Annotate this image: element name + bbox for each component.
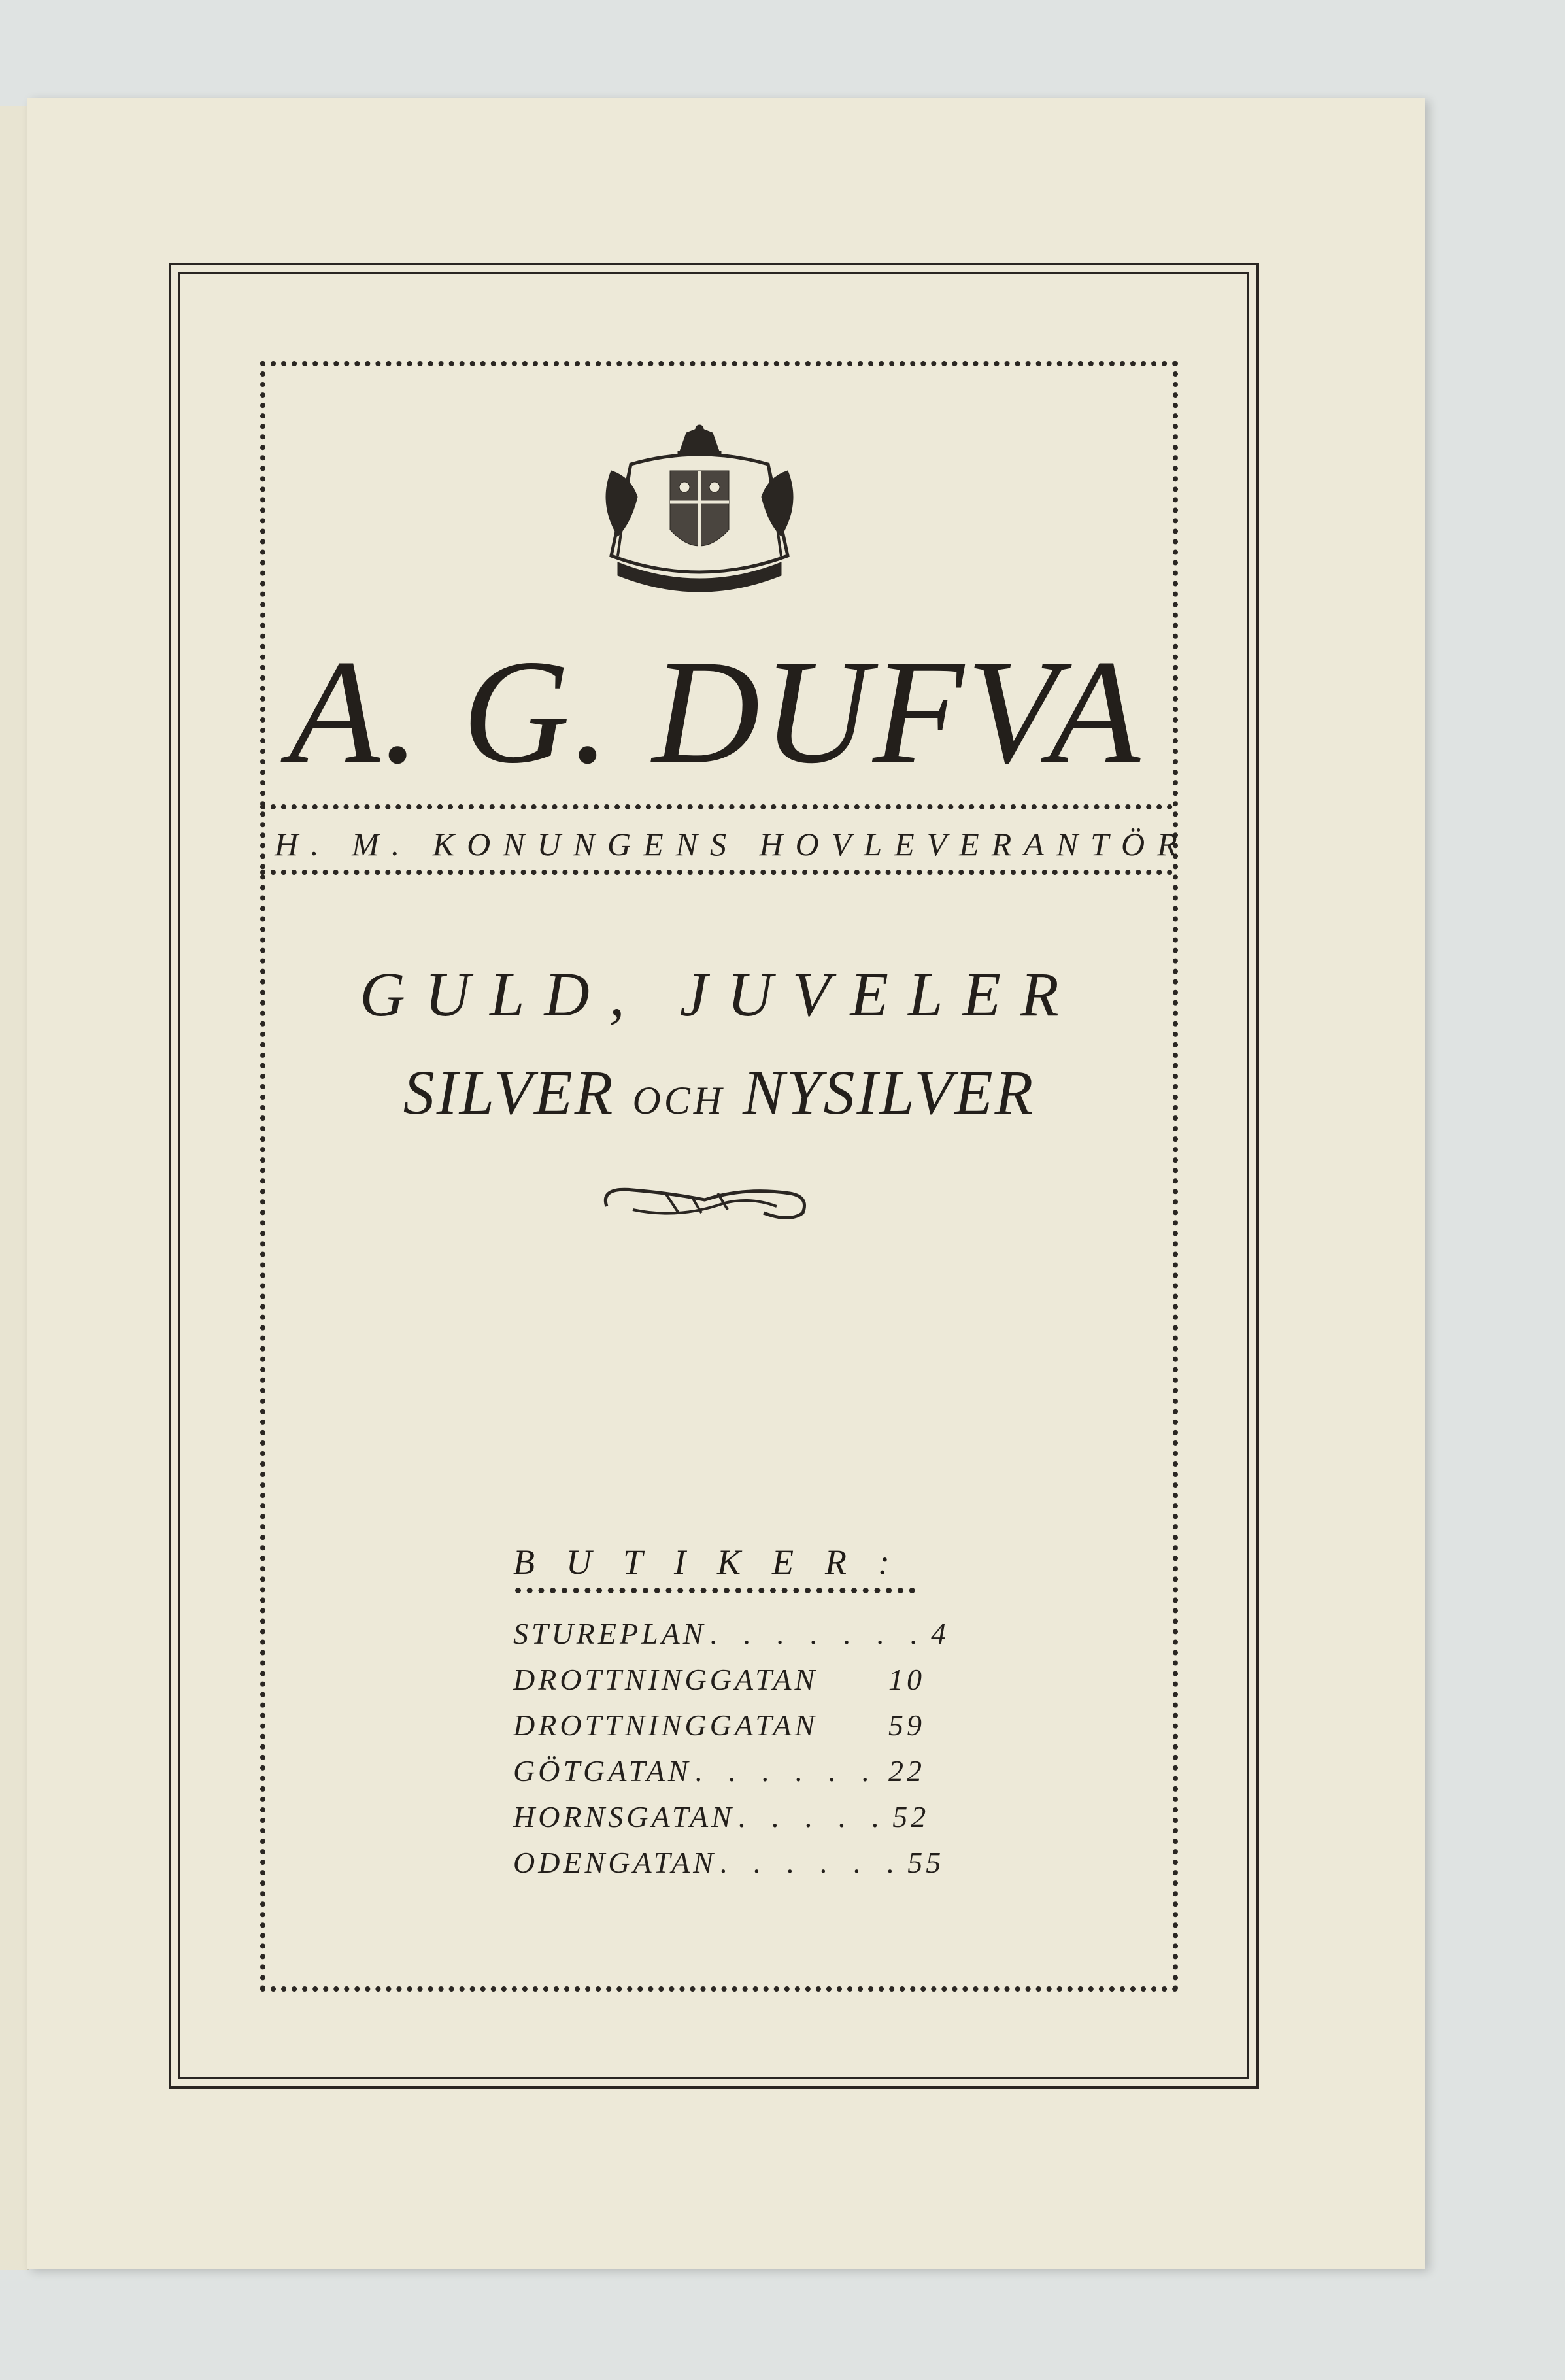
tagline-line-2: [275, 1056, 1164, 1129]
shop-number: 59: [888, 1708, 925, 1742]
shops-heading: BUTIKER:: [513, 1542, 921, 1582]
shop-entry: [513, 1662, 925, 1708]
tagline-line-1: GULD, JUVELER: [360, 959, 1079, 1029]
shop-street: HORNSGATAN: [513, 1800, 735, 1833]
shop-entry: [513, 1616, 949, 1662]
leader-dots: . . . . .: [738, 1800, 889, 1833]
shop-street: GÖTGATAN: [513, 1754, 692, 1788]
adjacent-page-edge: [0, 106, 29, 2270]
shop-entry: [513, 1708, 925, 1754]
leader-dots: . . . . . . .: [710, 1617, 927, 1650]
shop-number: 10: [888, 1663, 925, 1696]
leader-dots: . . . . . .: [695, 1754, 879, 1788]
tagline-och: OCH: [632, 1079, 726, 1122]
leader-dots: . . . . . .: [720, 1846, 904, 1879]
ornamental-flourish-icon: [594, 1174, 816, 1232]
shop-number: 22: [888, 1754, 925, 1788]
subtitle-band-bottom-rule: [260, 870, 1173, 875]
shop-number: 52: [892, 1800, 930, 1833]
shop-number: 55: [907, 1846, 945, 1879]
shop-entry: [513, 1799, 930, 1845]
shop-number: 4: [930, 1617, 949, 1650]
shop-entry: [513, 1845, 945, 1891]
company-name: A. G. DUFVA: [288, 630, 1143, 794]
royal-warrant-subtitle: H. M. KONUNGENS HOVLEVERANTÖR: [275, 826, 1190, 862]
shop-street: STUREPLAN: [513, 1617, 707, 1650]
shop-street: DROTTNINGGATAN: [513, 1663, 818, 1696]
shop-list: [513, 1616, 949, 1891]
shops-heading-rule: [515, 1588, 915, 1593]
shop-street: ODENGATAN: [513, 1846, 716, 1879]
tagline-nysilver: NYSILVER: [743, 1057, 1035, 1127]
shop-entry: [513, 1754, 925, 1799]
subtitle-band-top-rule: [260, 804, 1173, 809]
tagline-silver: SILVER: [403, 1057, 615, 1127]
shop-street: DROTTNINGGATAN: [513, 1708, 818, 1742]
royal-coat-of-arms-icon: [592, 425, 807, 608]
